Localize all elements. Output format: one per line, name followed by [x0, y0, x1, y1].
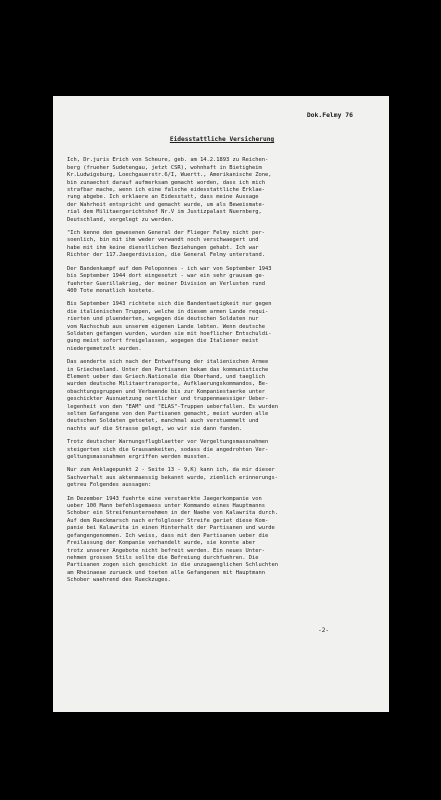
text-line: panie bei Kalawrita in einen Hinterhalt der Partisanen und wurde	[67, 525, 275, 532]
text-line: fuehrter Guerillakrieg, der meiner Division an Verlusten rund	[67, 280, 265, 287]
text-line: geltungsmassnahmen ergriffen werden mussten.	[67, 454, 210, 461]
document-body	[67, 157, 377, 584]
text-line: berg (frueher Sudetengau, jetzt CSR), wohnhaft in Bietigheim	[67, 164, 262, 171]
document-title: Eidesstattliche Versicherung	[169, 136, 275, 143]
text-line: Freilassung der Kompanie verhandelt wurde, sie konnte aber	[67, 540, 256, 547]
text-line: Ich, Dr.juris Erich von Scheure, geb. am 14.2.1893 zu Reichen-	[67, 157, 269, 164]
text-line: 400 Tote monatlich kostete.	[67, 287, 155, 294]
text-line: soenlich, bin mit ihm weder verwandt noch verschwaegert und	[67, 237, 259, 244]
document-reference: Dok.Felmy 76	[306, 111, 353, 119]
text-line: getreu Folgendes aussagen:	[67, 482, 152, 489]
text-line: bis September 1944 dort eingesetzt - war ein sehr grausam ge-	[67, 273, 265, 280]
text-line: trotz unserer Angebote nicht befreit werden. Ein neues Unter-	[67, 547, 265, 554]
text-line: obachtungsgruppen und Verbaende bis zur Kompaniestaerke unter	[67, 388, 265, 395]
text-line: Auf dem Rueckmarsch nach erfolgloser Streife geriet diese Kom-	[67, 517, 269, 524]
text-line: steigerten sich die Grausamkeiten, sodass die angedrohten Ver-	[67, 446, 269, 453]
text-line: Nur zum Anklagepunkt 2 - Seite 13 - 9,K) kann ich, da mir dieser	[67, 467, 275, 474]
text-line: gung meist sofort freigelassen, wogegen die Italiener meist	[67, 338, 259, 345]
text-line: Im Dezember 1943 fuehrte eine verstaerkte Jaegerkompanie von	[67, 495, 262, 502]
text-line: in Griechenland. Unter den Partisanen bekam das kommunistische	[67, 366, 269, 373]
text-line: rierten und pluenderten, wogegen die deutschen Soldaten nur	[67, 316, 259, 323]
page-number: -2-	[318, 626, 329, 634]
text-line: habe mit ihm keine dienstlichen Beziehungen gehabt. Ich war	[67, 244, 259, 251]
document-page	[53, 96, 389, 712]
text-line: rial dem Militaergerichtshof Nr.V im Justizpalast Nuernberg,	[67, 209, 262, 216]
text-line: ueber 100 Mann befehlsgemaess unter Kommando eines Hauptmanns	[67, 503, 265, 510]
text-line: Das aenderte sich nach der Entwaffnung der italienischen Armee	[67, 359, 269, 366]
text-line: deutschen Soldaten getoetet, manchmal auch verstuemmelt und	[67, 418, 259, 425]
text-line: wurden deutsche Militaertransporte, Aufklaerungskommandos, Be-	[67, 381, 269, 388]
text-line: geschickter Ausnuetzung oertlicher und truppenmaessiger Ueber-	[67, 396, 269, 403]
text-line: Richter der 117.Jaegerdivision, die General Felmy unterstand.	[67, 252, 265, 259]
text-line: legenheit von den "EAM" und "ELAS"-Truppen ueberfallen. Es wurden	[67, 403, 278, 410]
text-line: gefangengenommen. Ich weiss, dass mit den Partisanen ueber die	[67, 532, 269, 539]
text-line: bin zunaechst darauf aufmerksam gemacht worden, dass ich mich	[67, 179, 265, 186]
text-line: selten Gefangene von den Partisanen gemacht, meist wurden alle	[67, 411, 269, 417]
text-line: Schober waehrend des Rueckzuges.	[67, 577, 171, 584]
text-line: Trotz deutscher Warnungsflugblaetter vor Vergeltungsmassnahmen	[67, 439, 269, 446]
text-line: Kr.Ludwigsburg, Loechgauerstr.6/I, Wuertt., Amerikanische Zone,	[67, 172, 272, 179]
text-line: Sachverhalt aus aktenmaessig bekannt wurde, ziemlich erinnerungs-	[67, 474, 278, 481]
text-line: Partisanen zogen sich geschickt in die unzugaenglichen Schluchten	[67, 562, 278, 569]
paragraph	[67, 496, 377, 585]
paragraph	[67, 301, 377, 353]
text-line: Schober ein Streifenunternehmen in der Naehe von Kalawrita durch.	[67, 510, 278, 517]
text-line: die italienischen Truppen, welche in diesem armen Lande requi-	[67, 308, 269, 315]
paragraph	[67, 230, 377, 260]
text-line: am Rheinaeae zurueck und toeten alle Gefangenen mit Hauptmann	[67, 569, 265, 576]
paragraph	[67, 439, 377, 461]
text-line: Bis September 1943 richtete sich die Bandentaetigkeit nur gegen	[67, 301, 272, 308]
paragraph	[67, 467, 377, 489]
text-line: der Wahrheit entspricht und gemacht wurde, um als Beweismate-	[67, 201, 265, 208]
text-line: rung abgebe. Ich erklaere an Eidesstatt, dass meine Aussage	[67, 194, 259, 201]
paragraph	[67, 359, 377, 433]
text-line: strafbar mache, wenn ich eine falsche eidesstattliche Erklae-	[67, 187, 265, 194]
paragraph	[67, 157, 377, 224]
text-line: Deutschland, vorgelegt zu werden.	[67, 216, 175, 223]
paragraph	[67, 266, 377, 296]
text-line: nachts auf die Strasse gelegt, wo wir sie dann fanden.	[67, 425, 243, 432]
text-line: vom Nachschub aus unserem eigenen Lande lebten. Wenn deutsche	[67, 323, 265, 330]
text-line: niedergemetzelt wurden.	[67, 345, 142, 352]
text-line: Soldaten gefangen wurden, wurden sie mit hoeflicher Entschuldi-	[67, 330, 272, 337]
text-line: "Ich kenne den gewesenen General der Flieger Felmy nicht per-	[67, 230, 265, 237]
text-line: Der Bandenkampf auf dem Peloponnes - ich war von September 1943	[67, 265, 272, 272]
text-line: Element ueber das Griech.Nationale die Oberhand, und taeglich	[67, 373, 265, 380]
text-line: nehmen grossen Stils sollte die Befreiung durchfuehren. Die	[67, 554, 259, 561]
